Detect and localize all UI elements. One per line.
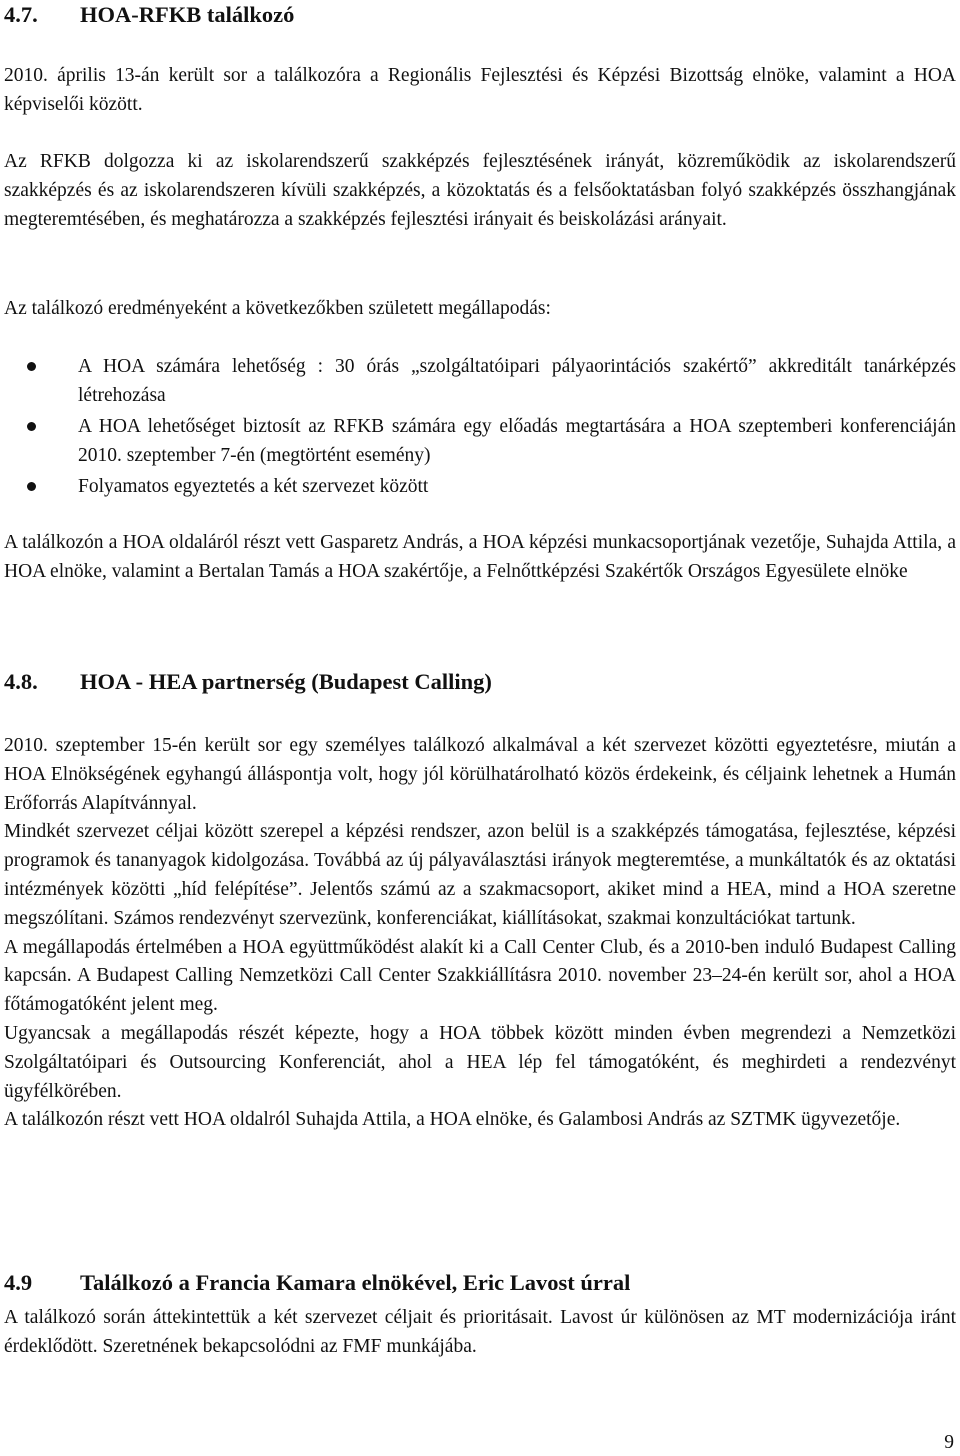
list-item-text: Folyamatos egyeztetés a két szervezet között bbox=[78, 476, 429, 497]
bullet-icon bbox=[27, 362, 36, 371]
list-item-text: A HOA számára lehetőség : 30 órás „szolgáltatóipari pályaorintációs szakértő” akkreditált tanárképzés létrehozása bbox=[78, 356, 956, 406]
section-number: 4.7. bbox=[4, 2, 38, 27]
paragraph: Az RFKB dolgozza ki az iskolarendszerű szakképzés fejlesztésének irányát, közreműködik az iskolarendszerű szakképzés és az iskolarendszeren kívüli szakképzés, a közoktatás és a felsőoktatásban folyó szakképzés összhangjának megteremtésében, és meghatározza a szakképzés fejlesztési irányait és beiskolázási arányait. bbox=[4, 151, 956, 230]
list-item bbox=[4, 472, 956, 501]
section-number: 4.9 bbox=[4, 1270, 33, 1295]
bullet-icon bbox=[27, 422, 36, 431]
section-title: Találkozó a Francia Kamara elnökével, Eric Lavost úrral bbox=[80, 1270, 631, 1295]
section-body bbox=[4, 732, 956, 1135]
paragraph: 2010. április 13-án került sor a találkozóra a Regionális Fejlesztési és Képzési Bizottság elnöke, valamint a HOA képviselői között. bbox=[4, 65, 956, 115]
list-item bbox=[4, 352, 956, 410]
section-heading-4-8 bbox=[4, 667, 492, 697]
section-title: HOA - HEA partnerség (Budapest Calling) bbox=[80, 669, 492, 694]
paragraph: Az találkozó eredményeként a következőkben született megállapodás: bbox=[4, 298, 551, 319]
list-item-text: A HOA lehetőséget biztosít az RFKB számára egy előadás megtartására a HOA szeptemberi konferenciáján 2010. szeptember 7-én (megtörtént esemény) bbox=[78, 416, 956, 466]
page-number: 9 bbox=[944, 1432, 954, 1453]
section-title: HOA-RFKB találkozó bbox=[80, 2, 295, 27]
paragraph: A megállapodás értelmében a HOA együttműködést alakít ki a Call Center Club, és a 2010-ben induló Budapest Calling kapcsán. A Budapest Calling Nemzetközi Call Center Szakkiállításra 2010. november 23–24-én került sor, ahol a HOA főtámogatóként jelent meg. bbox=[4, 936, 956, 1016]
paragraph: Mindkét szervezet céljai között szerepel a képzési rendszer, azon belül is a szakképzés támogatása, fejlesztése, képzési programok és tananyagok kidolgozása. Továbbá az új pályaválasztási irányok megteremtése, a munkáltatók és az oktatási intézmények közötti „híd felépítése”. Jelentős számú az a szakmacsoport, akiket mind a HEA, mind a HOA szeretne megszólítani. Számos rendezvényt szervezünk, konferenciákat, kiállításokat, szakmai konzultációkat tartunk. bbox=[4, 821, 956, 929]
section-number: 4.8. bbox=[4, 669, 38, 694]
paragraph: Ugyancsak a megállapodás részét képezte, hogy a HOA többek között minden évben megrendezi a Nemzetközi Szolgáltatóipari és Outsourcing Konferenciát, ahol a HEA lép fel támogatóként, és meghirdeti a rendezvényt ügyfélkörében. bbox=[4, 1022, 956, 1102]
section-heading-4-9 bbox=[4, 1268, 630, 1298]
paragraph: A találkozó során áttekintettük a két szervezet céljait és prioritásait. Lavost úr különösen az MT modernizációja iránt érdeklődött. Szeretnének bekapcsolódni az FMF munkájába. bbox=[4, 1307, 956, 1357]
paragraph: A találkozón részt vett HOA oldalról Suhajda Attila, a HOA elnöke, és Galambosi András az SZTMK ügyvezetője. bbox=[4, 1109, 901, 1131]
bullet-icon bbox=[27, 482, 36, 491]
bullet-list bbox=[4, 352, 956, 501]
section-heading-4-7 bbox=[4, 0, 294, 30]
paragraph: 2010. szeptember 15-én került sor egy személyes találkozó alkalmával a két szervezet közötti egyeztetésre, miután a HOA Elnökségének egyhangú álláspontja volt, hogy jól körülhatárolható közös érdekeink, és céljaink lehetnek a Humán Erőforrás Alapítvánnyal. bbox=[4, 735, 956, 814]
paragraph: A találkozón a HOA oldaláról részt vett Gasparetz András, a HOA képzési munkacsoportjának vezetője, Suhajda Attila, a HOA elnöke, valamint a Bertalan Tamás a HOA szakértője, a Felnőttképzési Szakértők Országos Egyesülete elnöke bbox=[4, 532, 956, 582]
list-item bbox=[4, 412, 956, 470]
